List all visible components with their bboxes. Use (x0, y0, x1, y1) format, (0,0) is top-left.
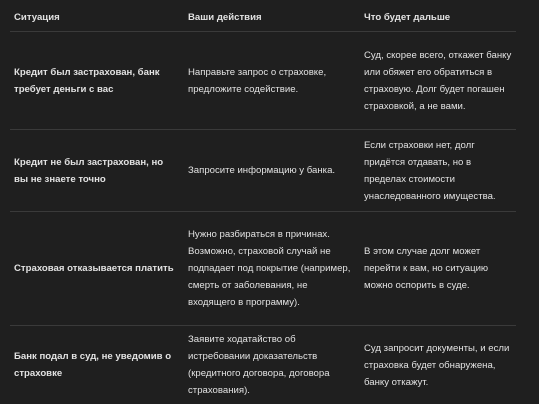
column-header-situation: Ситуация (14, 12, 60, 23)
outcome-cell: Если страховки нет, долг придётся отдавать, но в пределах стоимости унаследованного имущества. (364, 139, 496, 202)
outcome-cell: Суд запросит документы, и если страховка будет обнаружена, банку откажут. (364, 342, 510, 388)
situation-cell: Страховая отказывается платить (14, 263, 174, 274)
action-cell: Нужно разбираться в причинах. Возможно, страховой случай не подпадает под покрытие (например, смерть от заболевания, не входящего в программу). (188, 229, 351, 308)
table-row (10, 326, 516, 404)
action-cell: Заявите ходатайство об истребовании доказательств (кредитного договора, договора страхования). (188, 334, 330, 396)
situation-cell: Кредит не был застрахован, но вы не знаете точно (14, 156, 164, 185)
table-row (10, 130, 516, 212)
table-header-row (10, 4, 516, 32)
action-cell: Направьте запрос о страховке, предложите содействие. (188, 66, 327, 95)
column-header-actions: Ваши действия (188, 12, 262, 23)
action-cell: Запросите информацию у банка. (188, 165, 336, 176)
outcome-cell: Суд, скорее всего, откажет банку или обяжет его обратиться в страховую. Долг будет погашен страховкой, а не вами. (364, 49, 512, 112)
situation-cell: Банк подал в суд, не уведомив о страховке (14, 351, 172, 379)
column-header-outcome: Что будет дальше (364, 12, 451, 23)
table-row (10, 212, 516, 326)
outcome-cell: В этом случае долг может перейти к вам, но ситуацию можно оспорить в суде. (364, 246, 489, 291)
situation-cell: Кредит был застрахован, банк требует деньги с вас (14, 66, 160, 95)
table-row (10, 32, 516, 130)
